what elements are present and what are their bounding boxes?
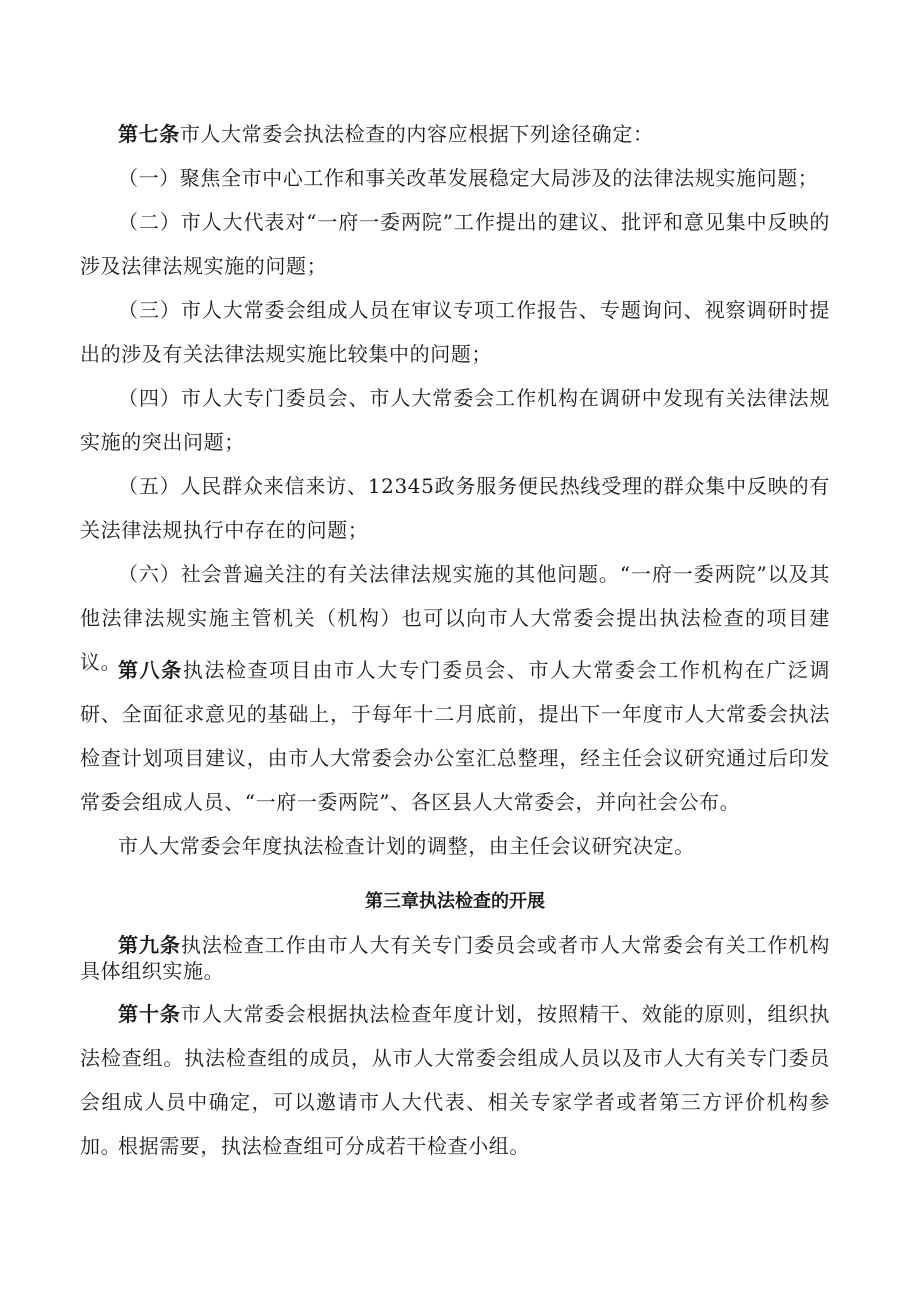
article-7-item-6: （六）社会普遍关注的有关法律法规实施的其他问题。“一府一委两院”以及其他法律法规实施主管机关（机构）也可以向市人大常委会提出执法检查的项目建议。 <box>80 562 830 674</box>
chapter-3-title: 第三章执法检查的开展 <box>365 891 545 912</box>
article-7-item-5: （五）人民群众来信来访、12345政务服务便民热线受理的群众集中反映的有关法律法规执行中存在的问题； <box>80 474 830 542</box>
article-7-item-3: （三）市人大常委会组成人员在审议专项工作报告、专题询问、视察调研时提出的涉及有关法律法规实施比较集中的问题； <box>80 298 830 366</box>
article-7-item-2: （二）市人大代表对“一府一委两院”工作提出的建议、批评和意见集中反映的涉及法律法规实施的问题； <box>80 210 830 278</box>
article-8 <box>80 648 830 824</box>
article-8-text: 执法检查项目由市人大专门委员会、市人大常委会工作机构在广泛调研、全面征求意见的基础上，于每年十二月底前，提出下一年度市人大常委会执法检查计划项目建议，由市人大常委会办公室汇总整理，经主任会议研究通过后印发常委会组成人员、“一府一委两院”、各区县人大常委会，并向社会公布。 <box>80 658 830 814</box>
article-7-item-1: （一）聚焦全市中心工作和事关改革发展稳定大局涉及的法律法规实施问题； <box>118 166 819 190</box>
article-10-label: 第十条 <box>118 1002 181 1026</box>
article-10-extra: 根据需要，执法检查组可分成若干检查小组。 <box>118 1134 530 1158</box>
article-7-text: 市人大常委会执法检查的内容应根据下列途径确定： <box>179 122 654 146</box>
article-7-label: 第七条 <box>118 122 180 146</box>
article-8-extra: 市人大常委会年度执法检查计划的调整，由主任会议研究决定。 <box>118 834 695 858</box>
article-9-text: 执法检查工作由市人大有关专门委员会或者市人大常委会有关工作机构具体组织实施。 <box>80 933 830 983</box>
article-7 <box>80 112 830 156</box>
article-9 <box>80 932 830 984</box>
article-7-item-4: （四）市人大专门委员会、市人大常委会工作机构在调研中发现有关法律法规实施的突出问题； <box>80 386 830 454</box>
article-10-text: 市人大常委会根据执法检查年度计划，按照精干、效能的原则，组织执法检查组。执法检查组的成员，从市人大常委会组成人员以及市人大有关专门委员会组成人员中确定，可以邀请市人大代表、相关专家学者或者第三方评价机构参加。 <box>80 1002 830 1158</box>
article-9-label: 第九条 <box>118 933 181 957</box>
article-8-label: 第八条 <box>118 658 183 682</box>
